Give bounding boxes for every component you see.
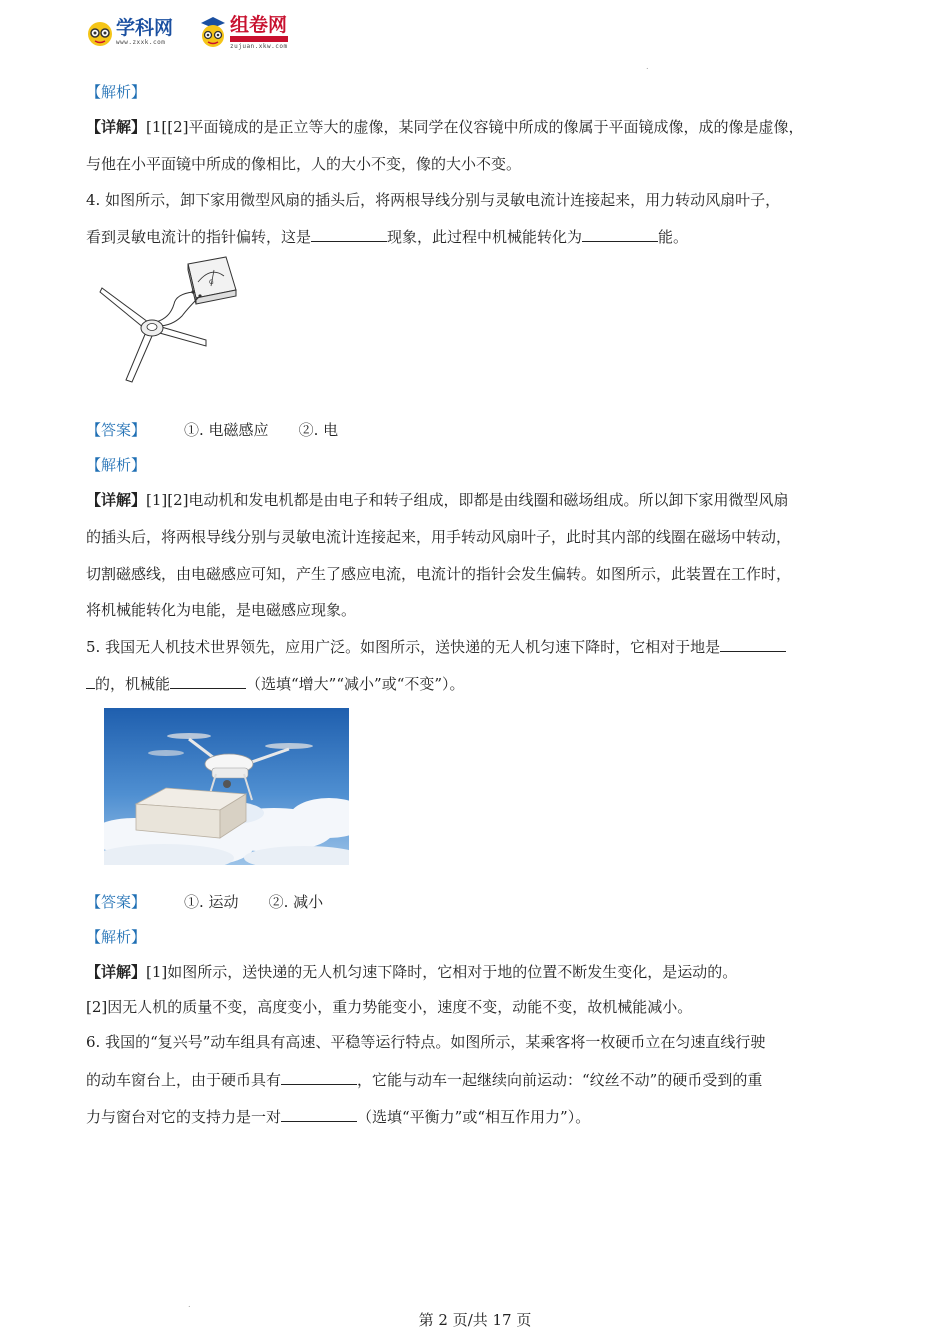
q3-detail-text-2: 与他在小平面镜中所成的像相比，人的大小不变，像的大小不变。 bbox=[86, 155, 522, 173]
galvanometer-icon bbox=[188, 257, 236, 304]
xkw-logo[interactable] bbox=[86, 12, 173, 52]
q4-answer-1: ①. 电磁感应 bbox=[184, 421, 269, 439]
q5-detail-line-2 bbox=[86, 995, 876, 1019]
detail-tag: 【详解】 bbox=[86, 963, 147, 981]
q6-stem-line-3 bbox=[86, 1105, 876, 1129]
q4-answer-line bbox=[86, 418, 876, 442]
scan-dot: . bbox=[646, 62, 649, 71]
q5-stem-text-1: 5. 我国无人机技术世界领先，应用广泛。如图所示，送快递的无人机匀速下降时，它相对于地是 bbox=[86, 638, 721, 656]
drone-photo bbox=[104, 708, 349, 865]
q3-analysis-line bbox=[86, 80, 876, 104]
q6-stem-line-1 bbox=[86, 1030, 876, 1054]
mascot-graduate-icon bbox=[198, 16, 228, 48]
q5-answer-2: ②. 减小 bbox=[268, 893, 324, 911]
q6-stem-text-1: 6. 我国的“复兴号”动车组具有高速、平稳等运行特点。如图所示，某乘客将一枚硬币立在匀速直线行驶 bbox=[86, 1033, 766, 1051]
q3-detail-line-1 bbox=[86, 115, 876, 139]
q5-stem-text-2b: （选填“增大”“减小”或“不变”）。 bbox=[246, 675, 465, 693]
q5-answer-line bbox=[86, 890, 876, 914]
scan-dot: . bbox=[188, 1300, 191, 1309]
page-number: 第 2 页/共 17 页 bbox=[418, 1311, 532, 1329]
analysis-tag: 【解析】 bbox=[86, 928, 147, 946]
q4-detail-line-3 bbox=[86, 562, 876, 586]
svg-text:G: G bbox=[209, 279, 214, 286]
q4-detail-text-3: 切割磁感线，由电磁感应可知，产生了感应电流，电流计的指针会发生偏转。如图所示，此装置在工作时， bbox=[86, 565, 792, 583]
q4-detail-text-2: 的插头后，将两根导线分别与灵敏电流计连接起来，用手转动风扇叶子，此时其内部的线圈在磁场中转动， bbox=[86, 528, 792, 546]
q6-stem-text-3a: 力与窗台对它的支持力是一对 bbox=[86, 1108, 282, 1126]
q5-blank-1[interactable] bbox=[720, 636, 786, 652]
q4-stem-line-2 bbox=[86, 225, 876, 249]
q6-stem-text-2a: 的动车窗台上，由于硬币具有 bbox=[86, 1071, 282, 1089]
xkw-logo-sub: www.zxxk.com bbox=[116, 39, 166, 46]
answer-tag: 【答案】 bbox=[86, 421, 147, 439]
q6-blank-1[interactable] bbox=[281, 1069, 357, 1085]
zjw-logo-text: 组卷网 bbox=[230, 13, 288, 36]
mascot-icon bbox=[86, 17, 114, 47]
q4-answer-2: ②. 电 bbox=[298, 421, 339, 439]
detail-tag: 【详解】 bbox=[86, 491, 147, 509]
q4-analysis-line bbox=[86, 453, 876, 477]
q6-stem-text-2b: ，它能与动车一起继续向前运动：“纹丝不动”的硬币受到的重 bbox=[357, 1071, 763, 1089]
q4-detail-text-4: 将机械能转化为电能，是电磁感应现象。 bbox=[86, 601, 357, 619]
zjw-logo-badge bbox=[230, 36, 288, 42]
xkw-logo-text: 学科网 bbox=[116, 17, 174, 39]
q4-stem-text-1: 4. 如图所示，卸下家用微型风扇的插头后，将两根导线分别与灵敏电流计连接起来，用力转动风扇叶子， bbox=[86, 191, 781, 209]
q4-stem-text-2b: 现象，此过程中机械能转化为 bbox=[387, 228, 583, 246]
header bbox=[86, 12, 316, 52]
q5-detail-text-1: [1]如图所示，送快递的无人机匀速下降时，它相对于地的位置不断发生变化，是运动的。 bbox=[146, 963, 738, 981]
fan-galvanometer-figure bbox=[96, 252, 246, 387]
detail-tag: 【详解】 bbox=[86, 118, 147, 136]
q5-stem-line-1 bbox=[86, 635, 876, 659]
answer-tag: 【答案】 bbox=[86, 893, 147, 911]
analysis-tag: 【解析】 bbox=[86, 83, 147, 101]
q6-stem-line-2 bbox=[86, 1068, 876, 1092]
q4-stem-text-2a: 看到灵敏电流计的指针偏转，这是 bbox=[86, 228, 312, 246]
q6-blank-2[interactable] bbox=[281, 1106, 357, 1122]
q5-blank-2[interactable] bbox=[170, 673, 246, 689]
q5-detail-text-2: [2]因无人机的质量不变，高度变小，重力势能变小，速度不变，动能不变，故机械能减小。 bbox=[86, 998, 693, 1016]
q4-stem-text-2c: 能。 bbox=[658, 228, 689, 246]
q4-detail-line-2 bbox=[86, 525, 876, 549]
q4-detail-line-1 bbox=[86, 488, 876, 512]
q4-detail-line-4 bbox=[86, 598, 876, 622]
q3-detail-text-1: [1[[2]平面镜成的是正立等大的虚像，某同学在仪容镜中所成的像属于平面镜成像，成的像是虚像， bbox=[146, 118, 804, 136]
zjw-logo-sub: zujuan.xkw.com bbox=[230, 42, 288, 50]
q4-blank-2[interactable] bbox=[582, 226, 658, 242]
q5-detail-line-1 bbox=[86, 960, 876, 984]
q5-blank-1-cont[interactable] bbox=[86, 673, 95, 689]
q3-detail-line-2 bbox=[86, 152, 876, 176]
q5-stem-line-2 bbox=[86, 672, 876, 696]
analysis-tag: 【解析】 bbox=[86, 456, 147, 474]
zjw-logo[interactable] bbox=[198, 12, 288, 52]
q4-stem-line-1 bbox=[86, 188, 876, 212]
fan-icon bbox=[100, 288, 206, 382]
q5-answer-1: ①. 运动 bbox=[184, 893, 239, 911]
q6-stem-text-3b: （选填“平衡力”或“相互作用力”）。 bbox=[357, 1108, 591, 1126]
q5-analysis-line bbox=[86, 925, 876, 949]
q5-stem-text-2a: 的，机械能 bbox=[95, 675, 171, 693]
package-box-icon bbox=[136, 788, 246, 838]
q4-blank-1[interactable] bbox=[311, 226, 387, 242]
q4-detail-text-1: [1][2]电动机和发电机都是由电子和转子组成，即都是由线圈和磁场组成。所以卸下家用微型风扇 bbox=[146, 491, 789, 509]
